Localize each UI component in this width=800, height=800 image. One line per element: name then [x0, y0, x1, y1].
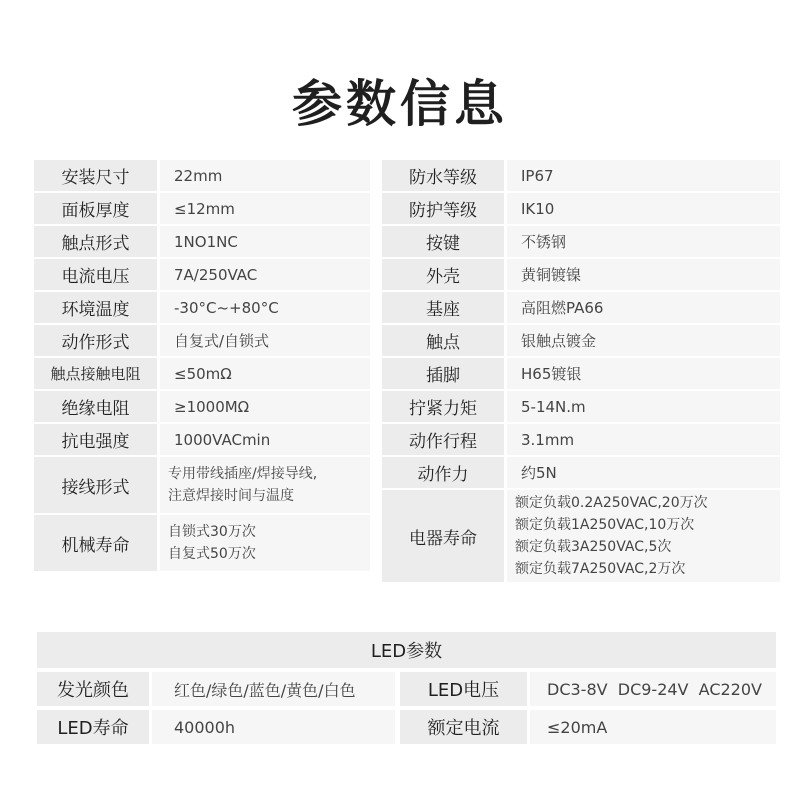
spec-value-line: 1NO1NC	[174, 232, 238, 251]
spec-label: 电器寿命	[382, 490, 504, 582]
spec-value	[160, 358, 370, 389]
spec-value-line: 专用带线插座/焊接导线,	[168, 466, 318, 482]
spec-value-line: 额定负载1A250VAC,10万次	[515, 517, 695, 533]
led-voltage-value: DC3-8V DC9-24V AC220V	[530, 672, 776, 706]
spec-value-line: 3.1mm	[521, 430, 575, 449]
spec-label: 动作行程	[382, 424, 504, 455]
spec-row	[382, 490, 780, 582]
spec-value-line: 高阻燃PA66	[521, 298, 604, 317]
spec-value-line: 不锈钢	[521, 232, 567, 251]
spec-label: 触点接触电阻	[34, 358, 157, 389]
spec-row	[34, 226, 370, 257]
spec-value-line: 额定负载3A250VAC,5次	[515, 539, 672, 555]
spec-label: 按键	[382, 226, 504, 257]
spec-row	[34, 515, 370, 571]
spec-label: 接线形式	[34, 457, 157, 513]
led-color-label: 发光颜色	[37, 672, 149, 706]
spec-label: 动作力	[382, 457, 504, 488]
spec-value-line: IK10	[521, 199, 555, 218]
spec-value	[507, 424, 780, 455]
spec-value-line: 1000VACmin	[174, 430, 271, 449]
spec-value	[507, 490, 780, 582]
spec-label: 机械寿命	[34, 515, 157, 571]
spec-row	[382, 457, 780, 488]
spec-label: 插脚	[382, 358, 504, 389]
spec-value	[160, 259, 370, 290]
spec-label: 防护等级	[382, 193, 504, 224]
spec-value-line: H65镀银	[521, 364, 582, 383]
spec-row	[34, 259, 370, 290]
spec-value	[160, 292, 370, 323]
spec-label: 环境温度	[34, 292, 157, 323]
spec-value-line: ≤12mm	[174, 199, 235, 218]
spec-value	[507, 193, 780, 224]
spec-row	[34, 391, 370, 422]
spec-label: 电流电压	[34, 259, 157, 290]
spec-label: 触点形式	[34, 226, 157, 257]
spec-value	[507, 358, 780, 389]
spec-value-line: 黄铜镀镍	[521, 265, 582, 284]
spec-row	[34, 358, 370, 389]
spec-value-line: IP67	[521, 166, 554, 185]
spec-value	[507, 325, 780, 356]
spec-value-line: 注意焊接时间与温度	[168, 488, 294, 504]
spec-value-line: ≤50mΩ	[174, 364, 232, 383]
spec-value-line: 银触点镀金	[521, 331, 597, 350]
right-spec-table	[382, 160, 780, 584]
spec-value-line: 自复式50万次	[168, 546, 256, 562]
spec-value	[160, 391, 370, 422]
spec-label: 触点	[382, 325, 504, 356]
spec-value-line: 额定负载7A250VAC,2万次	[515, 561, 686, 577]
spec-value-line: 22mm	[174, 166, 223, 185]
spec-row	[382, 358, 780, 389]
spec-row	[382, 292, 780, 323]
spec-label: 绝缘电阻	[34, 391, 157, 422]
spec-value	[507, 457, 780, 488]
spec-value	[507, 391, 780, 422]
spec-value	[160, 325, 370, 356]
spec-value	[160, 515, 370, 571]
spec-value	[160, 193, 370, 224]
page-title: 参数信息	[292, 75, 508, 133]
spec-label: 拧紧力矩	[382, 391, 504, 422]
led-current-value: ≤20mA	[530, 710, 776, 744]
spec-label: 抗电强度	[34, 424, 157, 455]
spec-value-line: 额定负载0.2A250VAC,20万次	[515, 495, 708, 511]
spec-row	[34, 457, 370, 513]
led-current-label: 额定电流	[400, 710, 527, 744]
led-life-value: 40000h	[152, 710, 395, 744]
spec-value	[160, 457, 370, 513]
spec-value	[160, 424, 370, 455]
spec-value-line: -30°C~+80°C	[174, 298, 279, 317]
led-row-life-current	[37, 710, 776, 744]
spec-value-line: 5-14N.m	[521, 397, 586, 416]
spec-row	[34, 424, 370, 455]
spec-value-line: 自锁式30万次	[168, 524, 256, 540]
spec-row	[382, 259, 780, 290]
spec-label: 防水等级	[382, 160, 504, 191]
spec-value-line: 约5N	[521, 463, 557, 482]
spec-row	[382, 424, 780, 455]
spec-row	[382, 193, 780, 224]
led-voltage-label: LED电压	[400, 672, 527, 706]
spec-row	[382, 226, 780, 257]
spec-value	[507, 226, 780, 257]
spec-row	[382, 391, 780, 422]
spec-row	[34, 325, 370, 356]
led-color-value: 红色/绿色/蓝色/黄色/白色	[152, 672, 395, 706]
spec-value-line: 7A/250VAC	[174, 265, 258, 284]
spec-value	[507, 259, 780, 290]
spec-label: 基座	[382, 292, 504, 323]
spec-value	[160, 226, 370, 257]
led-life-label: LED寿命	[37, 710, 149, 744]
spec-label: 外壳	[382, 259, 504, 290]
spec-label: 面板厚度	[34, 193, 157, 224]
spec-row	[382, 160, 780, 191]
left-spec-table	[34, 160, 370, 573]
spec-row	[34, 193, 370, 224]
led-section-heading: LED参数	[37, 632, 776, 668]
led-row-color-voltage	[37, 672, 776, 706]
spec-label: 安装尺寸	[34, 160, 157, 191]
spec-value	[507, 160, 780, 191]
spec-row	[382, 325, 780, 356]
spec-row	[34, 160, 370, 191]
spec-value	[507, 292, 780, 323]
spec-value	[160, 160, 370, 191]
spec-value-line: 自复式/自锁式	[174, 331, 270, 350]
spec-value-line: ≥1000MΩ	[174, 397, 250, 416]
spec-row	[34, 292, 370, 323]
spec-label: 动作形式	[34, 325, 157, 356]
